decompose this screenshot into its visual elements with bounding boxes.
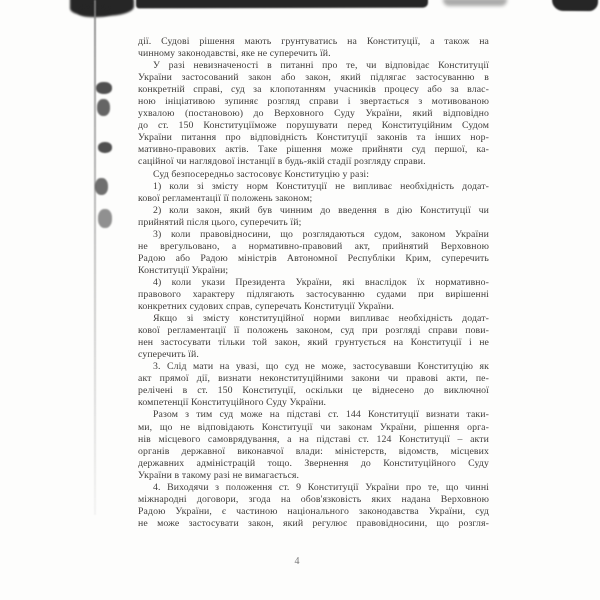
text-line: прийнятий після цього, суперечить їй; [138, 216, 302, 228]
body-text [138, 36, 489, 530]
text-line: нен застосувати тільки той закон, який грунтується на Конституції і не [138, 337, 489, 349]
text-line: ною ініціативою зупиняє розгляд справи і звертається з мотивованою [138, 96, 489, 108]
text-line: чинному законодавстві, яке не суперечить їй. [138, 48, 331, 60]
text-line: ми, що не відповідають Конституції чи законам України, рішення орга- [138, 421, 489, 433]
text-line: кової регламентації її положень законом; [138, 192, 313, 204]
text-line: суперечить їй. [138, 349, 199, 361]
text-line: 4) коли укази Президента України, які внаслідок їх нормативно- [153, 276, 489, 288]
text-line: компетенції Конституційного Суду України. [138, 397, 327, 409]
scan-artifact-top-right-mark [552, 0, 598, 11]
scan-artifact-left-dash [95, 178, 108, 195]
text-line: не може застосувати закон, який регулює правовідносини, що розгля- [138, 517, 489, 529]
text-line: Радою або Радою міністрів Автономної Республіки Крим, суперечить [138, 252, 489, 264]
text-line: ухвалою (постановою) до Верховного Суду України, який відповідно [138, 108, 489, 120]
text-line: конкретних судових справ, суперечать Конституції України. [138, 301, 395, 313]
text-line: Разом з тим суд може на підставі ст. 144 Конституції визнати таки- [153, 409, 489, 421]
scan-artifact-left-dash [97, 99, 110, 116]
text-line: України застосований закон або закон, який підлягає застосуванню в [138, 72, 489, 84]
text-line: саційної чи наглядової інстанції в будь-якій стадії розгляду справи. [138, 156, 426, 168]
text-line: релічені в ст. 150 Конституції, оскільки це віднесено до виключної [138, 385, 489, 397]
text-line: 1) коли зі змісту норм Конституції не випливає необхідність додат- [153, 180, 489, 192]
text-line: дії. Судові рішення мають грунтуватись на Конституції, а також на [138, 36, 489, 47]
text-line: конкретній справі, суд за клопотанням учасників процесу або за влас- [138, 84, 489, 96]
text-line: правового характеру підлягають застосуванню судами при вирішенні [138, 288, 489, 300]
text-line: не врегульовано, а нормативно-правовий акт, прийнятий Верховною [138, 240, 489, 252]
text-line: міжнародні договори, згода на обов'язковість яких надана Верховною [138, 493, 489, 505]
text-line: нів місцевого самоврядування, а на підставі ст. 124 Конституції – акти [138, 433, 489, 445]
scan-artifact-left-edge-line [94, 0, 96, 515]
text-line: Якщо зі змісту конституційної норми випливає необхідність додат- [153, 313, 489, 325]
scan-artifact-top-streak [443, 0, 507, 6]
scan-artifact-top-bar [136, 0, 428, 8]
text-line: 3) коли правовідносини, що розглядаються судом, законом України [153, 228, 489, 240]
page-number: 4 [294, 556, 300, 567]
text-line: 2) коли закон, який був чинним до введення в дію Конституції чи [153, 204, 489, 216]
text-line: державних адміністрацій тощо. Звернення до Конституційного Суду [138, 457, 489, 469]
scan-artifact-left-dash [98, 142, 112, 153]
scan-artifact-left-dash [98, 209, 112, 228]
text-line: органів державної виконавчої влади: міністерств, відомств, місцевих [138, 445, 489, 457]
text-line: Суд безпосередньо застосовує Конституцію у разі: [153, 168, 370, 180]
text-line: Конституції України; [138, 264, 229, 276]
text-line: акт прямої дії, визнати неконституційними закони чи правові акти, пе- [138, 373, 489, 385]
text-line: мативно-правових актів. Таке рішення може прийняти суд першої, ка- [138, 144, 489, 156]
text-line: 3. Слід мати на увазі, що суд не може, застосувавши Конституцію як [153, 361, 489, 373]
scan-artifact-left-dash [96, 82, 112, 94]
text-line: 4. Виходячи з положення ст. 9 Конституції України про те, що чинні [153, 481, 489, 493]
text-line: до ст. 150 Конституціїможе порушувати перед Конституційним Судом [138, 120, 489, 132]
text-line: України в такому разі не вимагається. [138, 469, 300, 481]
text-line: У разі невизначеності в питанні про те, чи відповідає Конституції [153, 60, 489, 72]
text-line: кової регламентації її положень законом, суд при розгляді справи пови- [138, 325, 489, 337]
text-line: Радою України, є частиною національного законодавства України, суд [138, 505, 489, 517]
text-line: України питання про відповідність Конституції законів та інших нор- [138, 132, 489, 144]
